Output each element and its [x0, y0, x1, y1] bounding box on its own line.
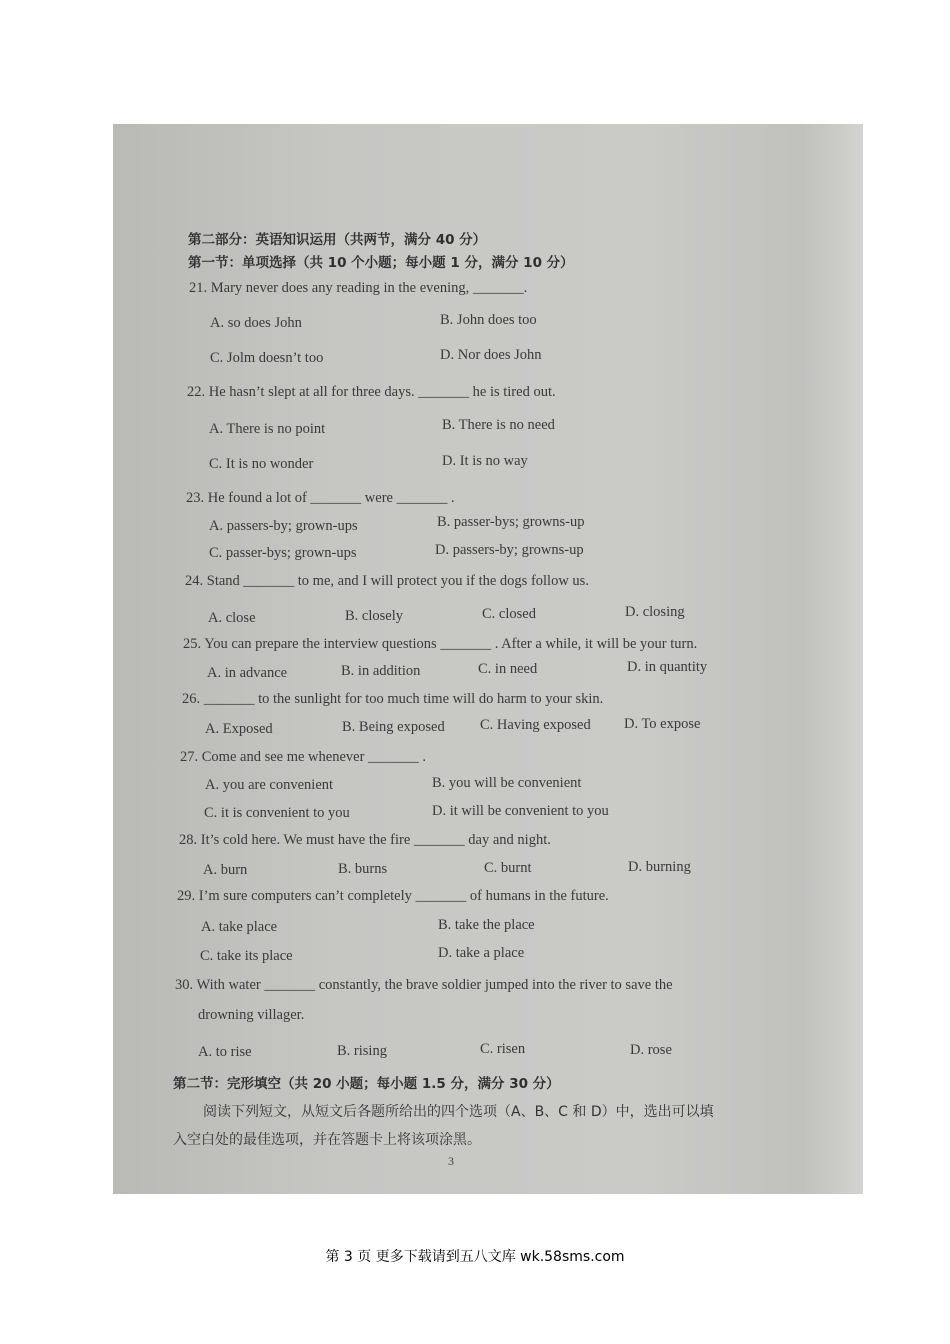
question-23-option-d: D. passers-by; growns-up [435, 542, 584, 558]
question-25-option-c: C. in need [478, 661, 538, 677]
page-number: 3 [448, 1154, 454, 1168]
question-29-option-c: C. take its place [200, 948, 293, 964]
subsection2-title: 第二节：完形填空（共 20 小题；每小题 1.5 分，满分 30 分） [173, 1076, 560, 1092]
question-29-option-a: A. take place [201, 919, 278, 935]
question-22-option-a: A. There is no point [209, 421, 326, 437]
question-25-stem: 25. You can prepare the interview questions _______ . After a while, it will be your turn. [183, 636, 698, 652]
question-22-option-c: C. It is no wonder [209, 456, 314, 472]
question-29-option-b: B. take the place [438, 917, 535, 933]
instructions-line-1: 阅读下列短文，从短文后各题所给出的四个选项（A、B、C 和 D）中，选出可以填 [203, 1104, 714, 1120]
subsection1-title: 第一节：单项选择（共 10 个小题；每小题 1 分，满分 10 分） [188, 255, 574, 271]
question-25-option-d: D. in quantity [627, 659, 708, 675]
question-21-option-d: D. Nor does John [440, 347, 542, 363]
question-26-option-d: D. To expose [624, 716, 701, 732]
question-28-option-d: D. burning [628, 859, 691, 875]
question-23-option-c: C. passer-bys; grown-ups [209, 545, 357, 561]
question-30-stem-continued: drowning villager. [198, 1007, 305, 1023]
question-28-stem: 28. It’s cold here. We must have the fire _______ day and night. [179, 832, 551, 848]
question-26-option-c: C. Having exposed [480, 717, 591, 733]
question-22-option-b: B. There is no need [442, 417, 555, 433]
question-30-option-c: C. risen [480, 1041, 526, 1057]
question-24-option-c: C. closed [482, 606, 536, 622]
question-27-stem: 27. Come and see me whenever _______ . [180, 749, 427, 765]
question-26-option-a: A. Exposed [205, 721, 273, 737]
question-30-option-b: B. rising [337, 1043, 387, 1059]
question-22-option-d: D. It is no way [442, 453, 528, 469]
question-29-stem: 29. I’m sure computers can’t completely _______ of humans in the future. [177, 888, 609, 904]
question-28-option-c: C. burnt [484, 860, 532, 876]
question-23-option-b: B. passer-bys; growns-up [437, 514, 585, 530]
question-29-option-d: D. take a place [438, 945, 525, 961]
question-24-stem: 24. Stand _______ to me, and I will protect you if the dogs follow us. [185, 573, 589, 589]
question-27-option-d: D. it will be convenient to you [432, 803, 609, 819]
question-27-option-b: B. you will be convenient [432, 775, 582, 791]
section-title: 第二部分：英语知识运用（共两节，满分 40 分） [188, 232, 487, 248]
question-21-option-a: A. so does John [210, 315, 302, 331]
question-24-option-d: D. closing [625, 604, 685, 620]
question-21-stem: 21. Mary never does any reading in the evening, _______. [189, 280, 528, 296]
question-26-option-b: B. Being exposed [342, 719, 445, 735]
question-24-option-a: A. close [208, 610, 256, 626]
question-27-option-a: A. you are convenient [205, 777, 334, 793]
question-21-option-c: C. Jolm doesn’t too [210, 350, 324, 366]
question-23-option-a: A. passers-by; grown-ups [209, 518, 358, 534]
question-25-option-b: B. in addition [341, 663, 421, 679]
question-23-stem: 23. He found a lot of _______ were _______ . [186, 490, 455, 506]
question-24-option-b: B. closely [345, 608, 403, 624]
instructions-line-2: 入空白处的最佳选项，并在答题卡上将该项涂黑。 [173, 1132, 481, 1148]
question-26-stem: 26. _______ to the sunlight for too much time will do harm to your skin. [182, 691, 604, 707]
question-22-stem: 22. He hasn’t slept at all for three days. _______ he is tired out. [187, 384, 556, 400]
question-28-option-a: A. burn [203, 862, 248, 878]
question-30-option-a: A. to rise [198, 1044, 252, 1060]
question-30-stem: 30. With water _______ constantly, the brave soldier jumped into the river to save the [175, 977, 673, 993]
footer: 第 3 页 更多下载请到五八文库 wk.58sms.com [325, 1249, 625, 1265]
question-27-option-c: C. it is convenient to you [204, 805, 350, 821]
question-21-option-b: B. John does too [440, 312, 537, 328]
question-30-option-d: D. rose [630, 1042, 672, 1058]
scanned-exam-page [113, 124, 863, 1194]
question-28-option-b: B. burns [338, 861, 388, 877]
question-25-option-a: A. in advance [207, 665, 288, 681]
